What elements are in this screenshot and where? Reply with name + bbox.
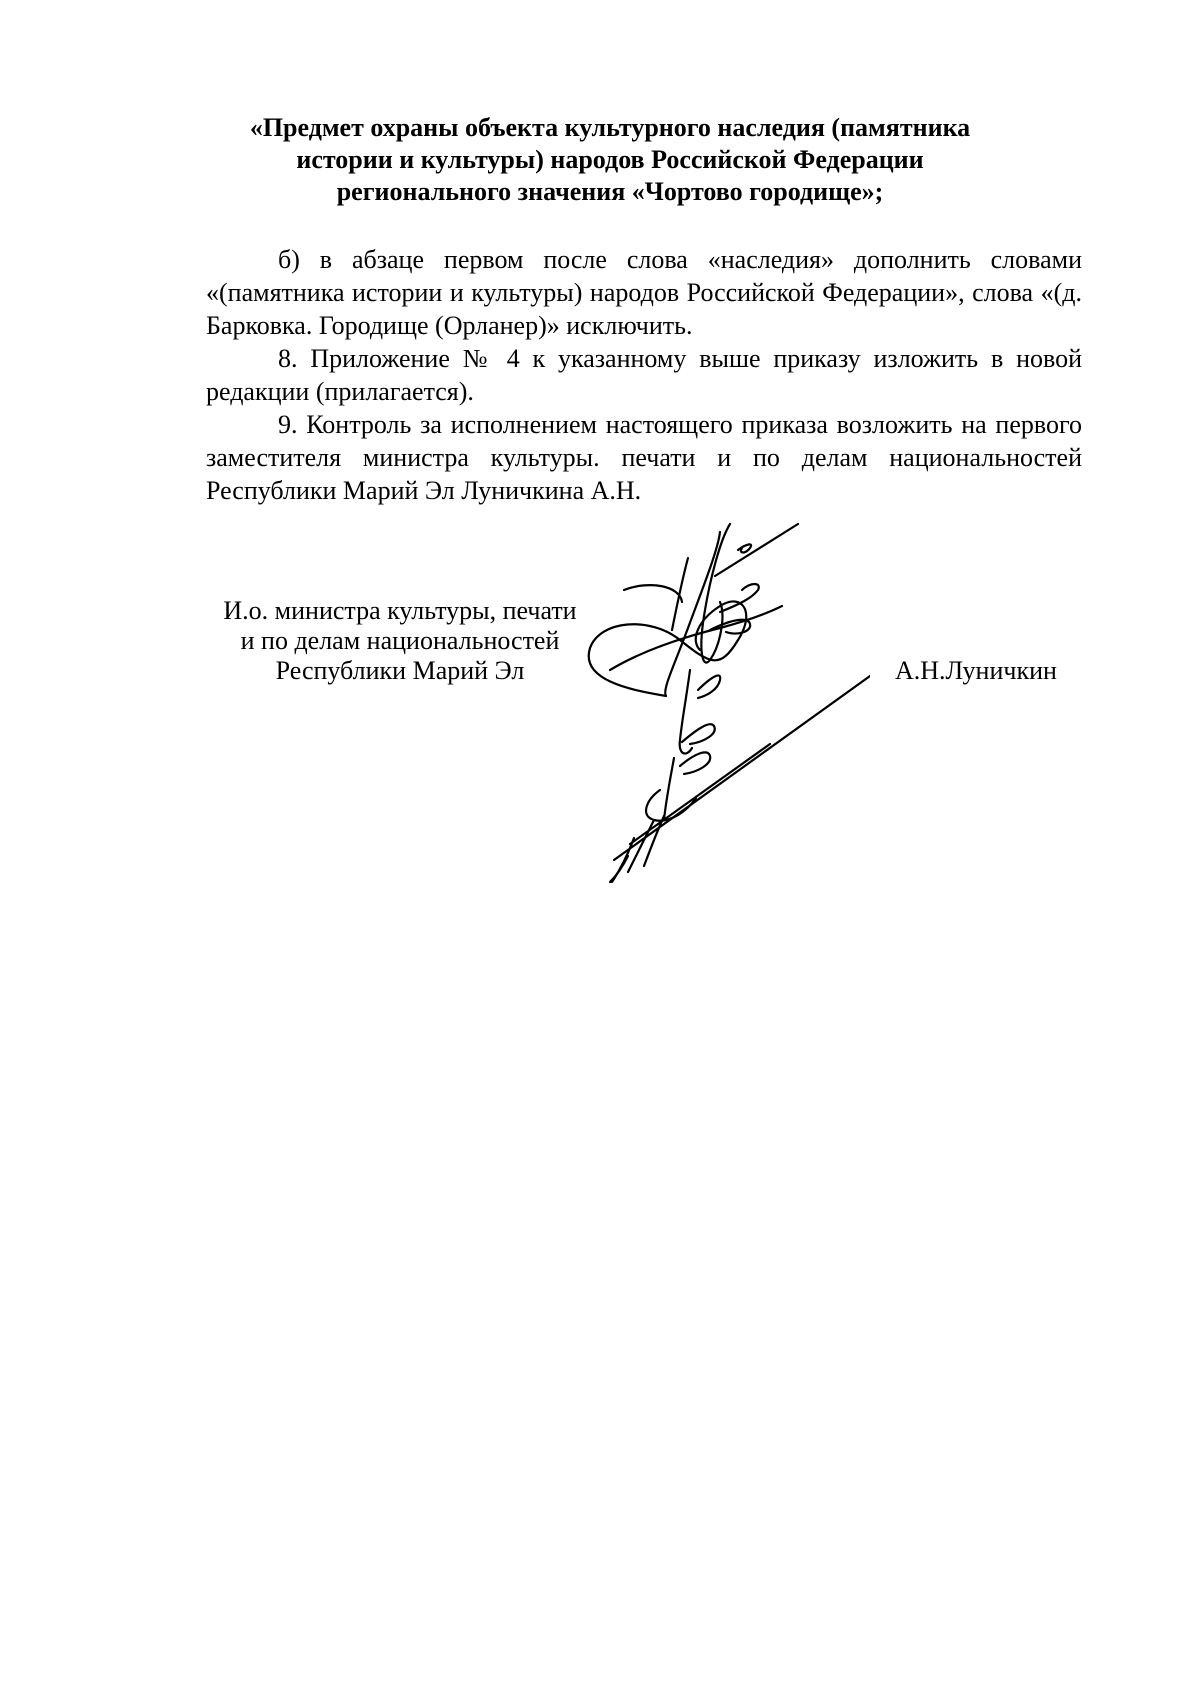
signer-position-line-1: И.о. министра культуры, печати [223,596,577,625]
document-body [206,243,1082,507]
paragraph-8: 8. Приложение № 4 к указанному выше приказу изложить в новой редакции (прилагается). [206,344,1082,406]
handwritten-signature [570,520,870,940]
signer-position-line-2: и по делам национальностей [240,626,560,655]
signer-position [190,596,610,686]
heading-line-2: истории и культуры) народов Российской Федерации [296,145,924,174]
signer-position-line-3: Республики Марий Эл [275,656,525,685]
paragraph-9: 9. Контроль за исполнением настоящего приказа возложить на первого заместителя министра культуры. печати и по делам национальностей Республики Марий Эл Луничкина А.Н. [206,410,1082,505]
document-heading [150,112,1070,208]
paragraph-b: б) в абзаце первом после слова «наследия» дополнить словами «(памятника истории и культуры) народов Российской Федерации», слова «(д. Барковка. Городище (Орланер)» исключить. [206,245,1082,340]
heading-line-3: регионального значения «Чортово городище»; [336,177,884,206]
signer-name: А.Н.Луничкин [895,656,1057,685]
heading-line-1: «Предмет охраны объекта культурного наследия (памятника [249,113,971,142]
